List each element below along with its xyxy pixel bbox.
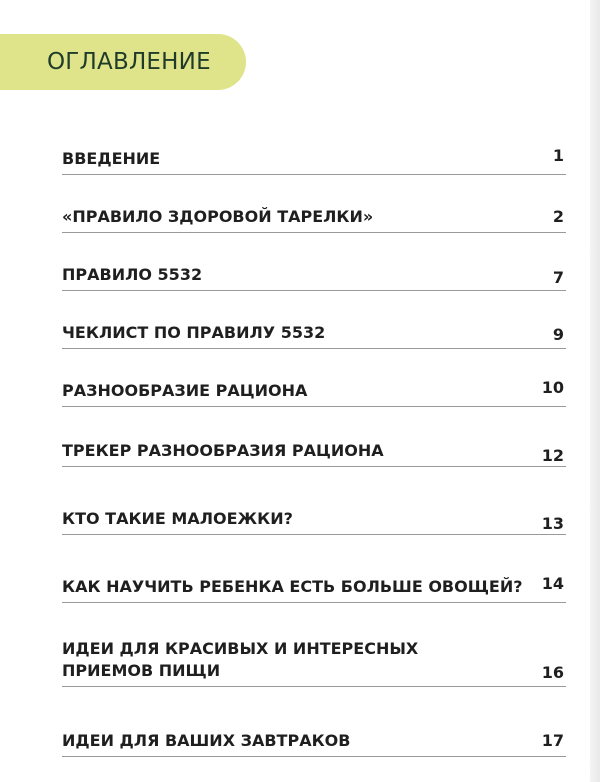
toc-entry-variety-tracker[interactable] [62, 436, 566, 467]
toc-entry-meal-ideas[interactable] [62, 632, 566, 687]
toc-entry-page: 10 [541, 378, 564, 397]
toc-title: ОГЛАВЛЕНИЕ [47, 49, 211, 75]
toc-entry-picky-eaters[interactable] [62, 504, 566, 535]
toc-entry-checklist-5532[interactable] [62, 318, 566, 349]
toc-entry-page: 13 [541, 514, 564, 533]
toc-entry-page: 9 [552, 325, 564, 344]
toc-entry-page: 16 [541, 663, 564, 682]
toc-entry-title: ВВЕДЕНИЕ [62, 149, 161, 168]
toc-entry-page: 14 [541, 574, 564, 593]
toc-entry-title: «ПРАВИЛО ЗДОРОВОЙ ТАРЕЛКИ» [62, 207, 374, 226]
toc-entry-more-vegetables[interactable] [62, 572, 566, 603]
toc-entry-page: 1 [552, 146, 564, 165]
toc-entry-title: КАК НАУЧИТЬ РЕБЕНКА ЕСТЬ БОЛЬШЕ ОВОЩЕЙ? [62, 577, 523, 596]
toc-entry-title: ПРАВИЛО 5532 [62, 265, 203, 284]
toc-entry-title: КТО ТАКИЕ МАЛОЕЖКИ? [62, 509, 293, 528]
toc-entry-title: ИДЕИ ДЛЯ ВАШИХ ЗАВТРАКОВ [62, 731, 351, 750]
toc-entry-title: ЧЕКЛИСТ ПО ПРАВИЛУ 5532 [62, 323, 326, 342]
toc-entry-title: ИДЕИ ДЛЯ КРАСИВЫХ И ИНТЕРЕСНЫХ ПРИЕМОВ ПИЩИ [62, 639, 419, 680]
toc-entry-title: ТРЕКЕР РАЗНООБРАЗИЯ РАЦИОНА [62, 441, 384, 460]
toc-entry-rule-5532[interactable] [62, 260, 566, 291]
page-edge [590, 0, 600, 782]
toc-entry-page: 7 [552, 268, 564, 287]
toc-entry-page: 17 [541, 731, 564, 750]
toc-entry-page: 12 [541, 446, 564, 465]
toc-entry-diet-variety[interactable] [62, 376, 566, 407]
toc-entry-healthy-plate[interactable] [62, 202, 566, 233]
toc-entry-page: 2 [552, 207, 564, 226]
toc-entry-breakfast-ideas[interactable] [62, 726, 566, 757]
toc-header [0, 34, 246, 90]
toc-entry-title: РАЗНООБРАЗИЕ РАЦИОНА [62, 381, 308, 400]
toc-entry-introduction[interactable] [62, 144, 566, 175]
